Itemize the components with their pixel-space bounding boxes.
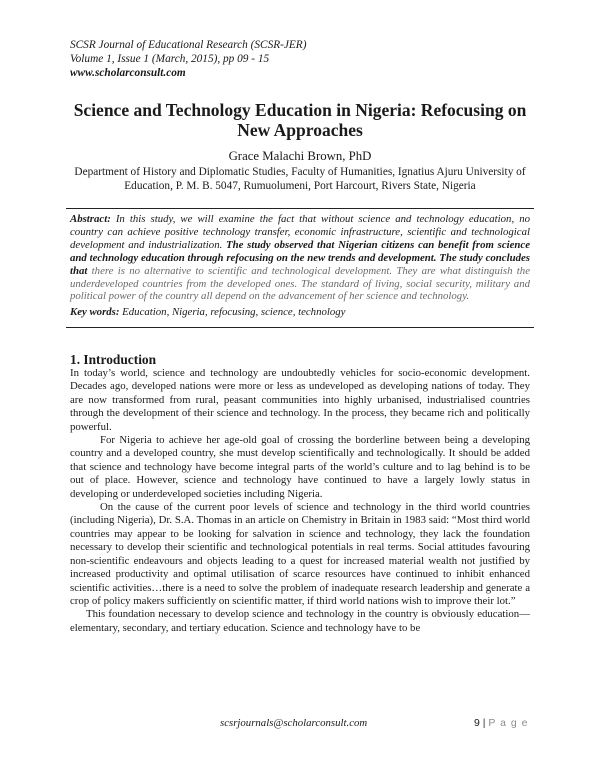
paragraph-2: For Nigeria to achieve her age-old goal of crossing the borderline between being a developing country and a developed country, she must develop scientifically and technologically. It should be added that science and technology have become integral parts of the world’s culture and to lag behind is to be out of place. However, science and technology have continued to have a largely lowly status in developing or underdeveloped societies including Nigeria.	[70, 434, 530, 500]
abstract-text-b: The study observed that Nigerian citizens can benefit from science and technology education through refocusing on the new trends and development. The study concludes that	[70, 238, 530, 277]
abstract	[70, 213, 530, 303]
keywords-label: Key words:	[70, 306, 120, 318]
keywords	[70, 306, 530, 318]
paper-title: Science and Technology Education in Nigeria: Refocusing on New Approaches	[73, 100, 527, 140]
section-body	[70, 367, 530, 635]
paragraph-1: In today’s world, science and technology are undoubtedly vehicles for socio-economic development. Decades ago, developed nations were more or less as undeveloped as developing nations of today. They are now transformed from rural, peasant communities into highly urbanised, industrialised countries through the development of their science and technology. In the process, they became rich and politically powerful.	[70, 367, 530, 433]
page-word: P a g e	[488, 717, 529, 729]
journal-website: www.scholarconsult.com	[70, 67, 186, 80]
paragraph-4: This foundation necessary to develop science and technology in the country is obviously education—elementary, secondary, and tertiary education. Science and technology have to be	[70, 608, 530, 634]
abstract-text-c: there is no alternative to scientific and technological development. They are what distinguish the underdeveloped countries from the developed ones. The standard of living, social security, military and political power of the country all depend on the advancement of her science and technology.	[70, 264, 530, 303]
page-number-block	[474, 717, 529, 729]
abstract-text-a: In this study, we will examine the fact that without science and technology education, no country can achieve positive technology transfer, economic infrastructure, scientific and technological development and industrialization.	[70, 213, 530, 251]
author-name: Grace Malachi Brown, PhD	[228, 149, 372, 163]
volume-info: Volume 1, Issue 1 (March, 2015), pp 09 - 15	[70, 53, 270, 66]
abstract-top-rule	[66, 208, 534, 209]
section-heading: 1. Introduction	[70, 352, 157, 367]
abstract-label: Abstract:	[70, 213, 111, 225]
page-separator: |	[482, 717, 486, 729]
footer-email: scsrjournals@scholarconsult.com	[220, 717, 368, 729]
paragraph-3: On the cause of the current poor levels of science and technology in the third world countries (including Nigeria), Dr. S.A. Thomas in an article on Chemistry in Britain in 1983 said: “Most third world countries may appear to be looking for salvation in science and technology, they lack the foundation necessary to develop their scientific and technological potentials in real terms. Social attitudes favouring non-scientific endeavours and objects leading to a quest for increased material wealth not justified by increased productivity and optimal utilisation of scarce resources have continued to inhibit enhanced scientific activities…there is a need to solve the problem of inadequate research leadership and generate a crop of policy makers sufficiently on scientific matter, if third world nations wish to improve their lot.”	[70, 501, 530, 607]
author-affiliation: Department of History and Diplomatic Studies, Faculty of Humanities, Ignatius Ajuru University of Education, P. M. B. 5047, Rumuolumeni, Port Harcourt, Rivers State, Nigeria	[74, 166, 526, 192]
journal-header	[70, 38, 306, 81]
journal-name: SCSR Journal of Educational Research (SCSR-JER)	[70, 39, 307, 51]
abstract-bottom-rule	[66, 327, 534, 328]
keywords-text: Education, Nigeria, refocusing, science, technology	[119, 306, 346, 318]
page-number: 9	[474, 717, 480, 729]
